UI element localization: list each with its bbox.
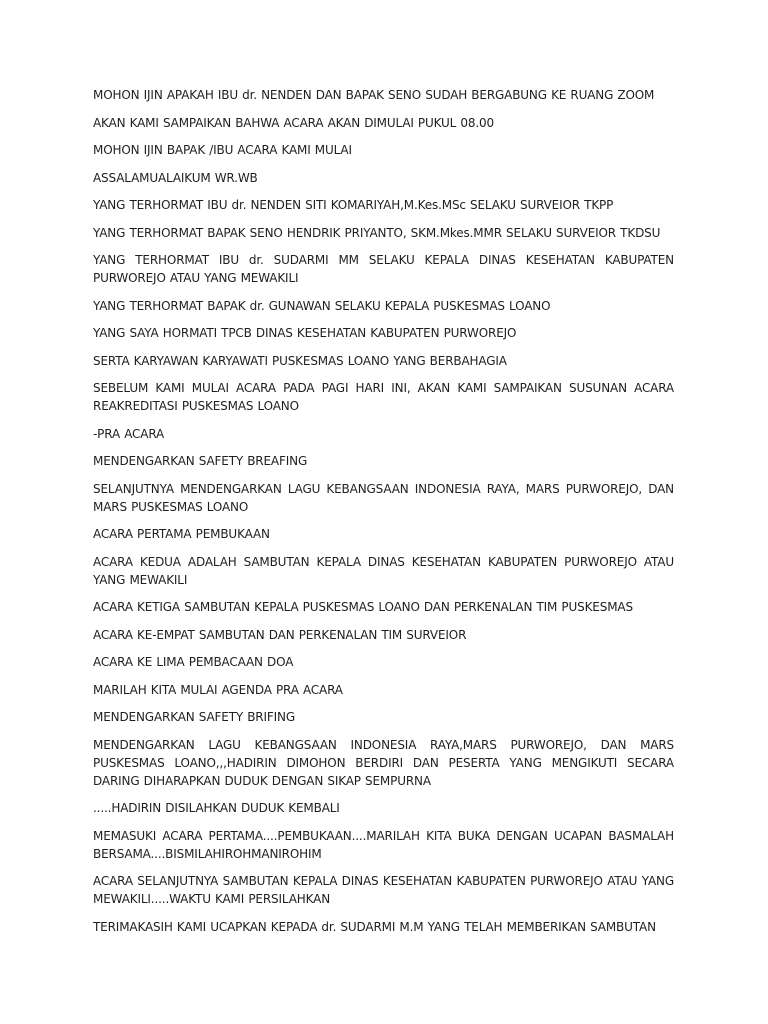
paragraph: MENDENGARKAN LAGU KEBANGSAAN INDONESIA RAYA,MARS PURWOREJO, DAN MARS PUSKESMAS LOANO,,,HADIRIN DIMOHON BERDIRI DAN PESERTA YANG MENGIKUTI SECARA DARING DIHARAPKAN DUDUK DENGAN SIKAP SEMPURNA — [93, 737, 674, 788]
paragraph: ACARA KETIGA SAMBUTAN KEPALA PUSKESMAS LOANO DAN PERKENALAN TIM PUSKESMAS — [93, 600, 633, 614]
paragraph: ACARA KE LIMA PEMBACAAN DOA — [93, 655, 294, 669]
paragraph: YANG SAYA HORMATI TPCB DINAS KESEHATAN KABUPATEN PURWOREJO — [93, 326, 517, 340]
paragraph: YANG TERHORMAT IBU dr. SUDARMI MM SELAKU KEPALA DINAS KESEHATAN KABUPATEN PURWOREJO ATAU YANG MEWAKILI — [93, 253, 674, 285]
paragraph: MENDENGARKAN SAFETY BRIFING — [93, 710, 295, 724]
paragraph: MOHON IJIN APAKAH IBU dr. NENDEN DAN BAPAK SENO SUDAH BERGABUNG KE RUANG ZOOM — [93, 88, 655, 102]
paragraph: SELANJUTNYA MENDENGARKAN LAGU KEBANGSAAN INDONESIA RAYA, MARS PURWOREJO, DAN MARS PUSKESMAS LOANO — [93, 481, 674, 514]
paragraph: ASSALAMUALAIKUM WR.WB — [93, 170, 258, 185]
paragraph: MEMASUKI ACARA PERTAMA....PEMBUKAAN....MARILAH KITA BUKA DENGAN UCAPAN BASMALAH BERSAMA....BISMILAHIROHMANIROHIM — [93, 828, 674, 861]
paragraph: YANG TERHORMAT BAPAK dr. GUNAWAN SELAKU KEPALA PUSKESMAS LOANO — [93, 298, 551, 313]
paragraph: SERTA KARYAWAN KARYAWATI PUSKESMAS LOANO YANG BERBAHAGIA — [93, 353, 507, 368]
paragraph: .....HADIRIN DISILAHKAN DUDUK KEMBALI — [93, 801, 340, 815]
paragraph: MARILAH KITA MULAI AGENDA PRA ACARA — [93, 682, 343, 697]
paragraph: ACARA KEDUA ADALAH SAMBUTAN KEPALA DINAS KESEHATAN KABUPATEN PURWOREJO ATAU YANG MEWAKILI — [93, 554, 674, 587]
paragraph: -PRA ACARA — [93, 426, 165, 441]
paragraph: YANG TERHORMAT IBU dr. NENDEN SITI KOMARIYAH,M.Kes.MSc SELAKU SURVEIOR TKPP — [93, 198, 614, 212]
paragraph: MOHON IJIN BAPAK /IBU ACARA KAMI MULAI — [93, 143, 352, 157]
paragraph: ACARA PERTAMA PEMBUKAAN — [93, 527, 270, 541]
paragraph: MENDENGARKAN SAFETY BREAFING — [93, 454, 308, 468]
paragraph: ACARA KE-EMPAT SAMBUTAN DAN PERKENALAN TIM SURVEIOR — [93, 627, 467, 642]
document-page — [93, 86, 674, 945]
paragraph: AKAN KAMI SAMPAIKAN BAHWA ACARA AKAN DIMULAI PUKUL 08.00 — [93, 115, 494, 130]
paragraph: YANG TERHORMAT BAPAK SENO HENDRIK PRIYANTO, SKM.Mkes.MMR SELAKU SURVEIOR TKDSU — [93, 225, 661, 240]
paragraph: TERIMAKASIH KAMI UCAPKAN KEPADA dr. SUDARMI M.M YANG TELAH MEMBERIKAN SAMBUTAN — [93, 919, 656, 934]
paragraph: ACARA SELANJUTNYA SAMBUTAN KEPALA DINAS KESEHATAN KABUPATEN PURWOREJO ATAU YANG MEWAKILI.....WAKTU KAMI PERSILAHKAN — [93, 874, 674, 906]
paragraph: SEBELUM KAMI MULAI ACARA PADA PAGI HARI INI, AKAN KAMI SAMPAIKAN SUSUNAN ACARA REAKREDITASI PUSKESMAS LOANO — [93, 381, 674, 413]
